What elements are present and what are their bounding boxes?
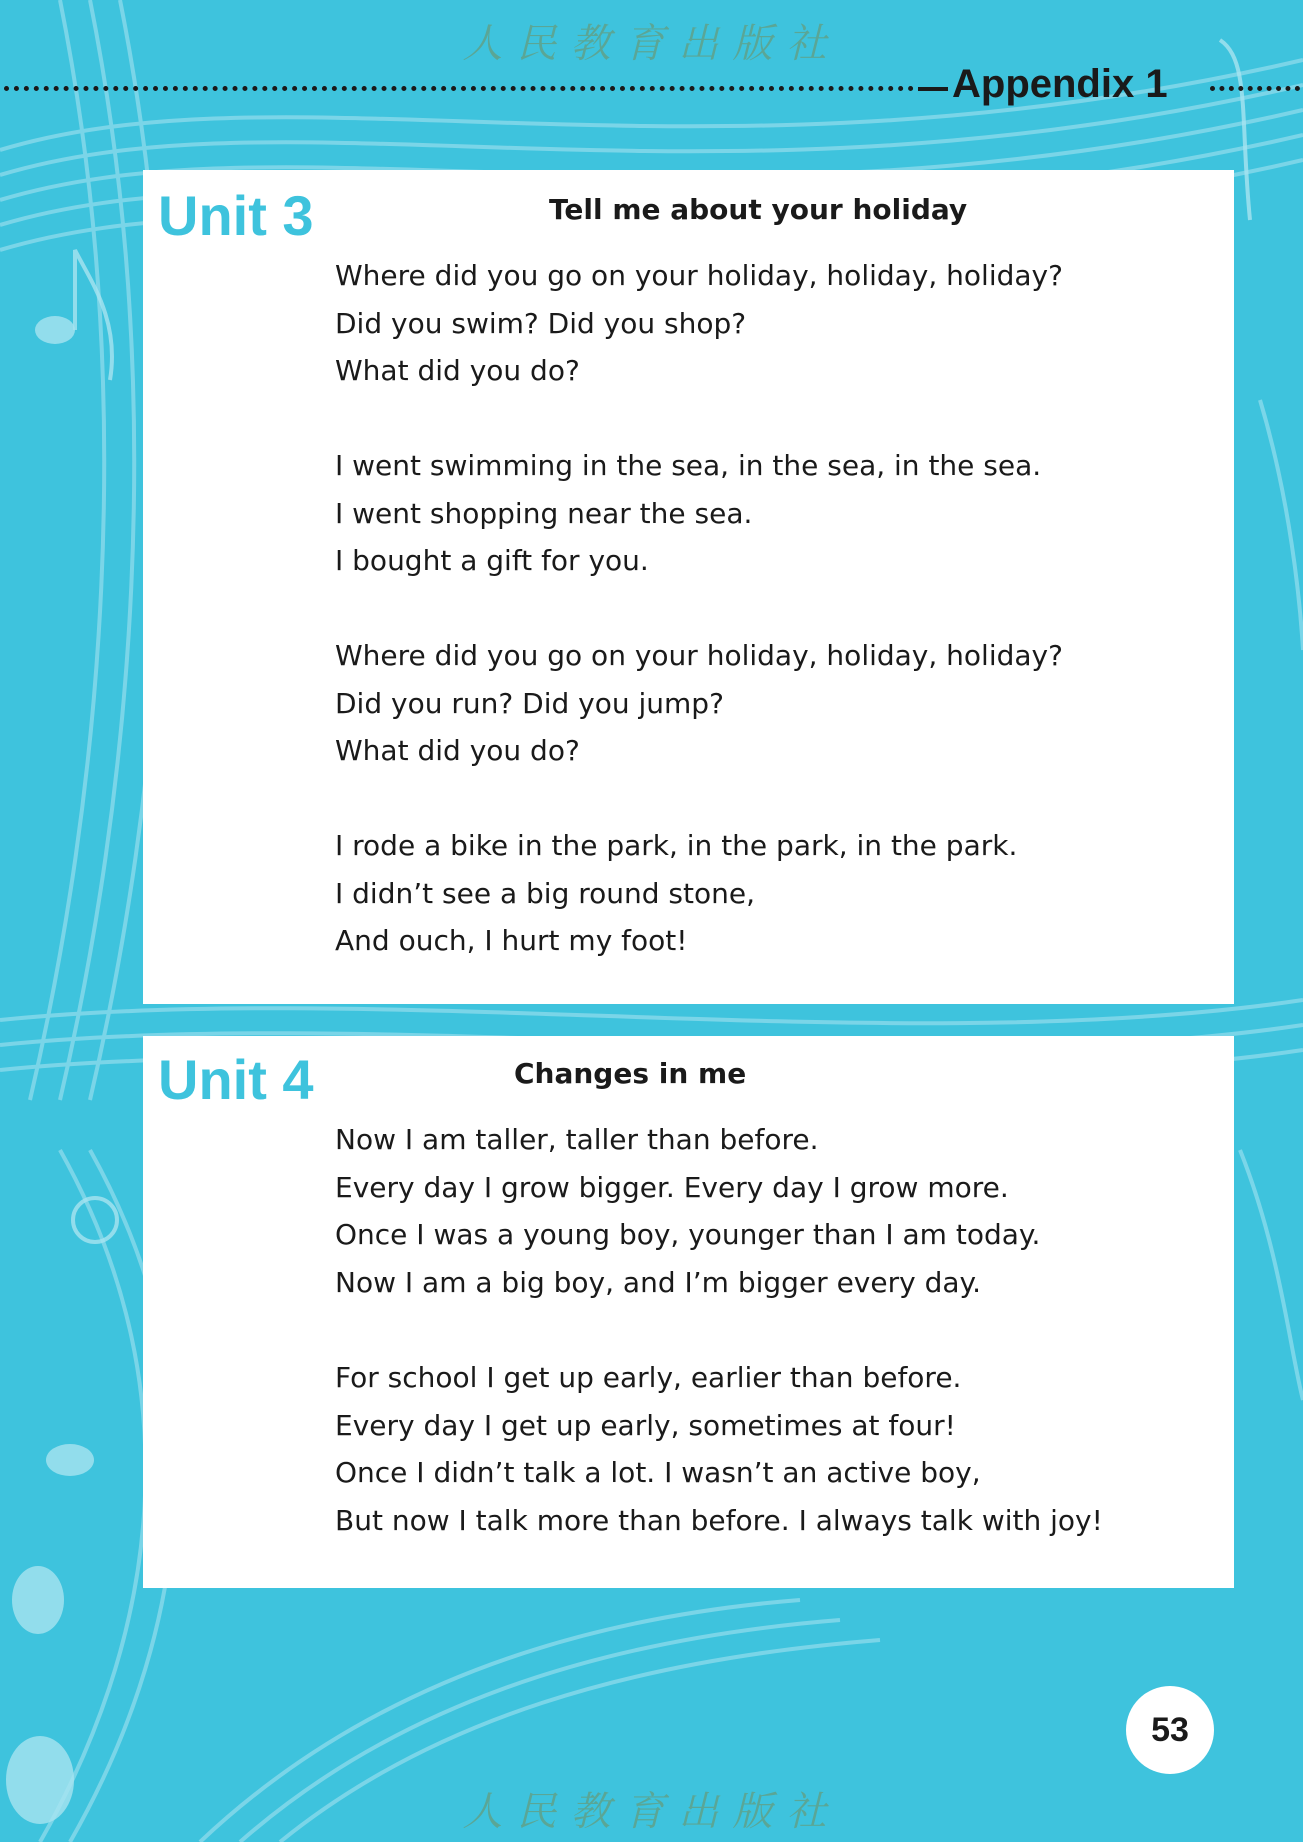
stanza <box>335 822 1215 965</box>
appendix-title: Appendix 1 <box>952 62 1168 106</box>
unit-label: Unit 4 <box>158 1048 314 1111</box>
lyric-line: Where did you go on your holiday, holiday, holiday? <box>335 259 1063 292</box>
lyric-line: What did you do? <box>335 354 580 387</box>
unit-label: Unit 3 <box>158 184 314 247</box>
publisher-watermark-bottom: 人民教育出版社 <box>462 1789 841 1835</box>
lyric-line: What did you do? <box>335 734 580 767</box>
unit-3-card <box>143 170 1234 1004</box>
lyric-line: Did you run? Did you jump? <box>335 686 724 720</box>
page-number: 53 <box>1126 1686 1214 1774</box>
header-dash <box>918 87 948 91</box>
stanza <box>335 632 1215 775</box>
stanza <box>335 252 1215 395</box>
song-title: Changes in me <box>514 1057 747 1090</box>
lyric-line: Now I am a big boy, and I’m bigger every day. <box>335 1265 981 1299</box>
lyric-line: Where did you go on your holiday, holiday, holiday? <box>335 639 1063 672</box>
lyric-line: For school I get up early, earlier than before. <box>335 1361 962 1394</box>
song-title: Tell me about your holiday <box>549 193 968 226</box>
appendix-header <box>0 58 1303 118</box>
lyric-line: And ouch, I hurt my foot! <box>335 924 688 957</box>
lyric-line: I rode a bike in the park, in the park, in the park. <box>335 829 1018 862</box>
stanza <box>335 1116 1215 1306</box>
lyric-line: I went swimming in the sea, in the sea, in the sea. <box>335 449 1042 482</box>
publisher-watermark-top: 人民教育出版社 <box>462 21 841 67</box>
stanza <box>335 442 1215 585</box>
lyric-line: Once I didn’t talk a lot. I wasn’t an active boy, <box>335 1456 981 1489</box>
lyric-line: I went shopping near the sea. <box>335 496 753 530</box>
lyric-line: Did you swim? Did you shop? <box>335 306 747 340</box>
lyric-line: But now I talk more than before. I always talk with joy! <box>335 1503 1103 1537</box>
lyric-line: I didn’t see a big round stone, <box>335 876 755 910</box>
lyric-line: Now I am taller, taller than before. <box>335 1123 819 1156</box>
dotted-rule-left <box>4 86 914 91</box>
dotted-rule-right <box>1210 86 1300 91</box>
stanza <box>335 1354 1215 1544</box>
lyric-line: Every day I get up early, sometimes at four! <box>335 1408 956 1442</box>
lyric-line: Once I was a young boy, younger than I am today. <box>335 1218 1041 1251</box>
lyric-line: Every day I grow bigger. Every day I grow more. <box>335 1170 1009 1204</box>
unit-4-card <box>143 1036 1234 1588</box>
lyric-line: I bought a gift for you. <box>335 544 649 577</box>
